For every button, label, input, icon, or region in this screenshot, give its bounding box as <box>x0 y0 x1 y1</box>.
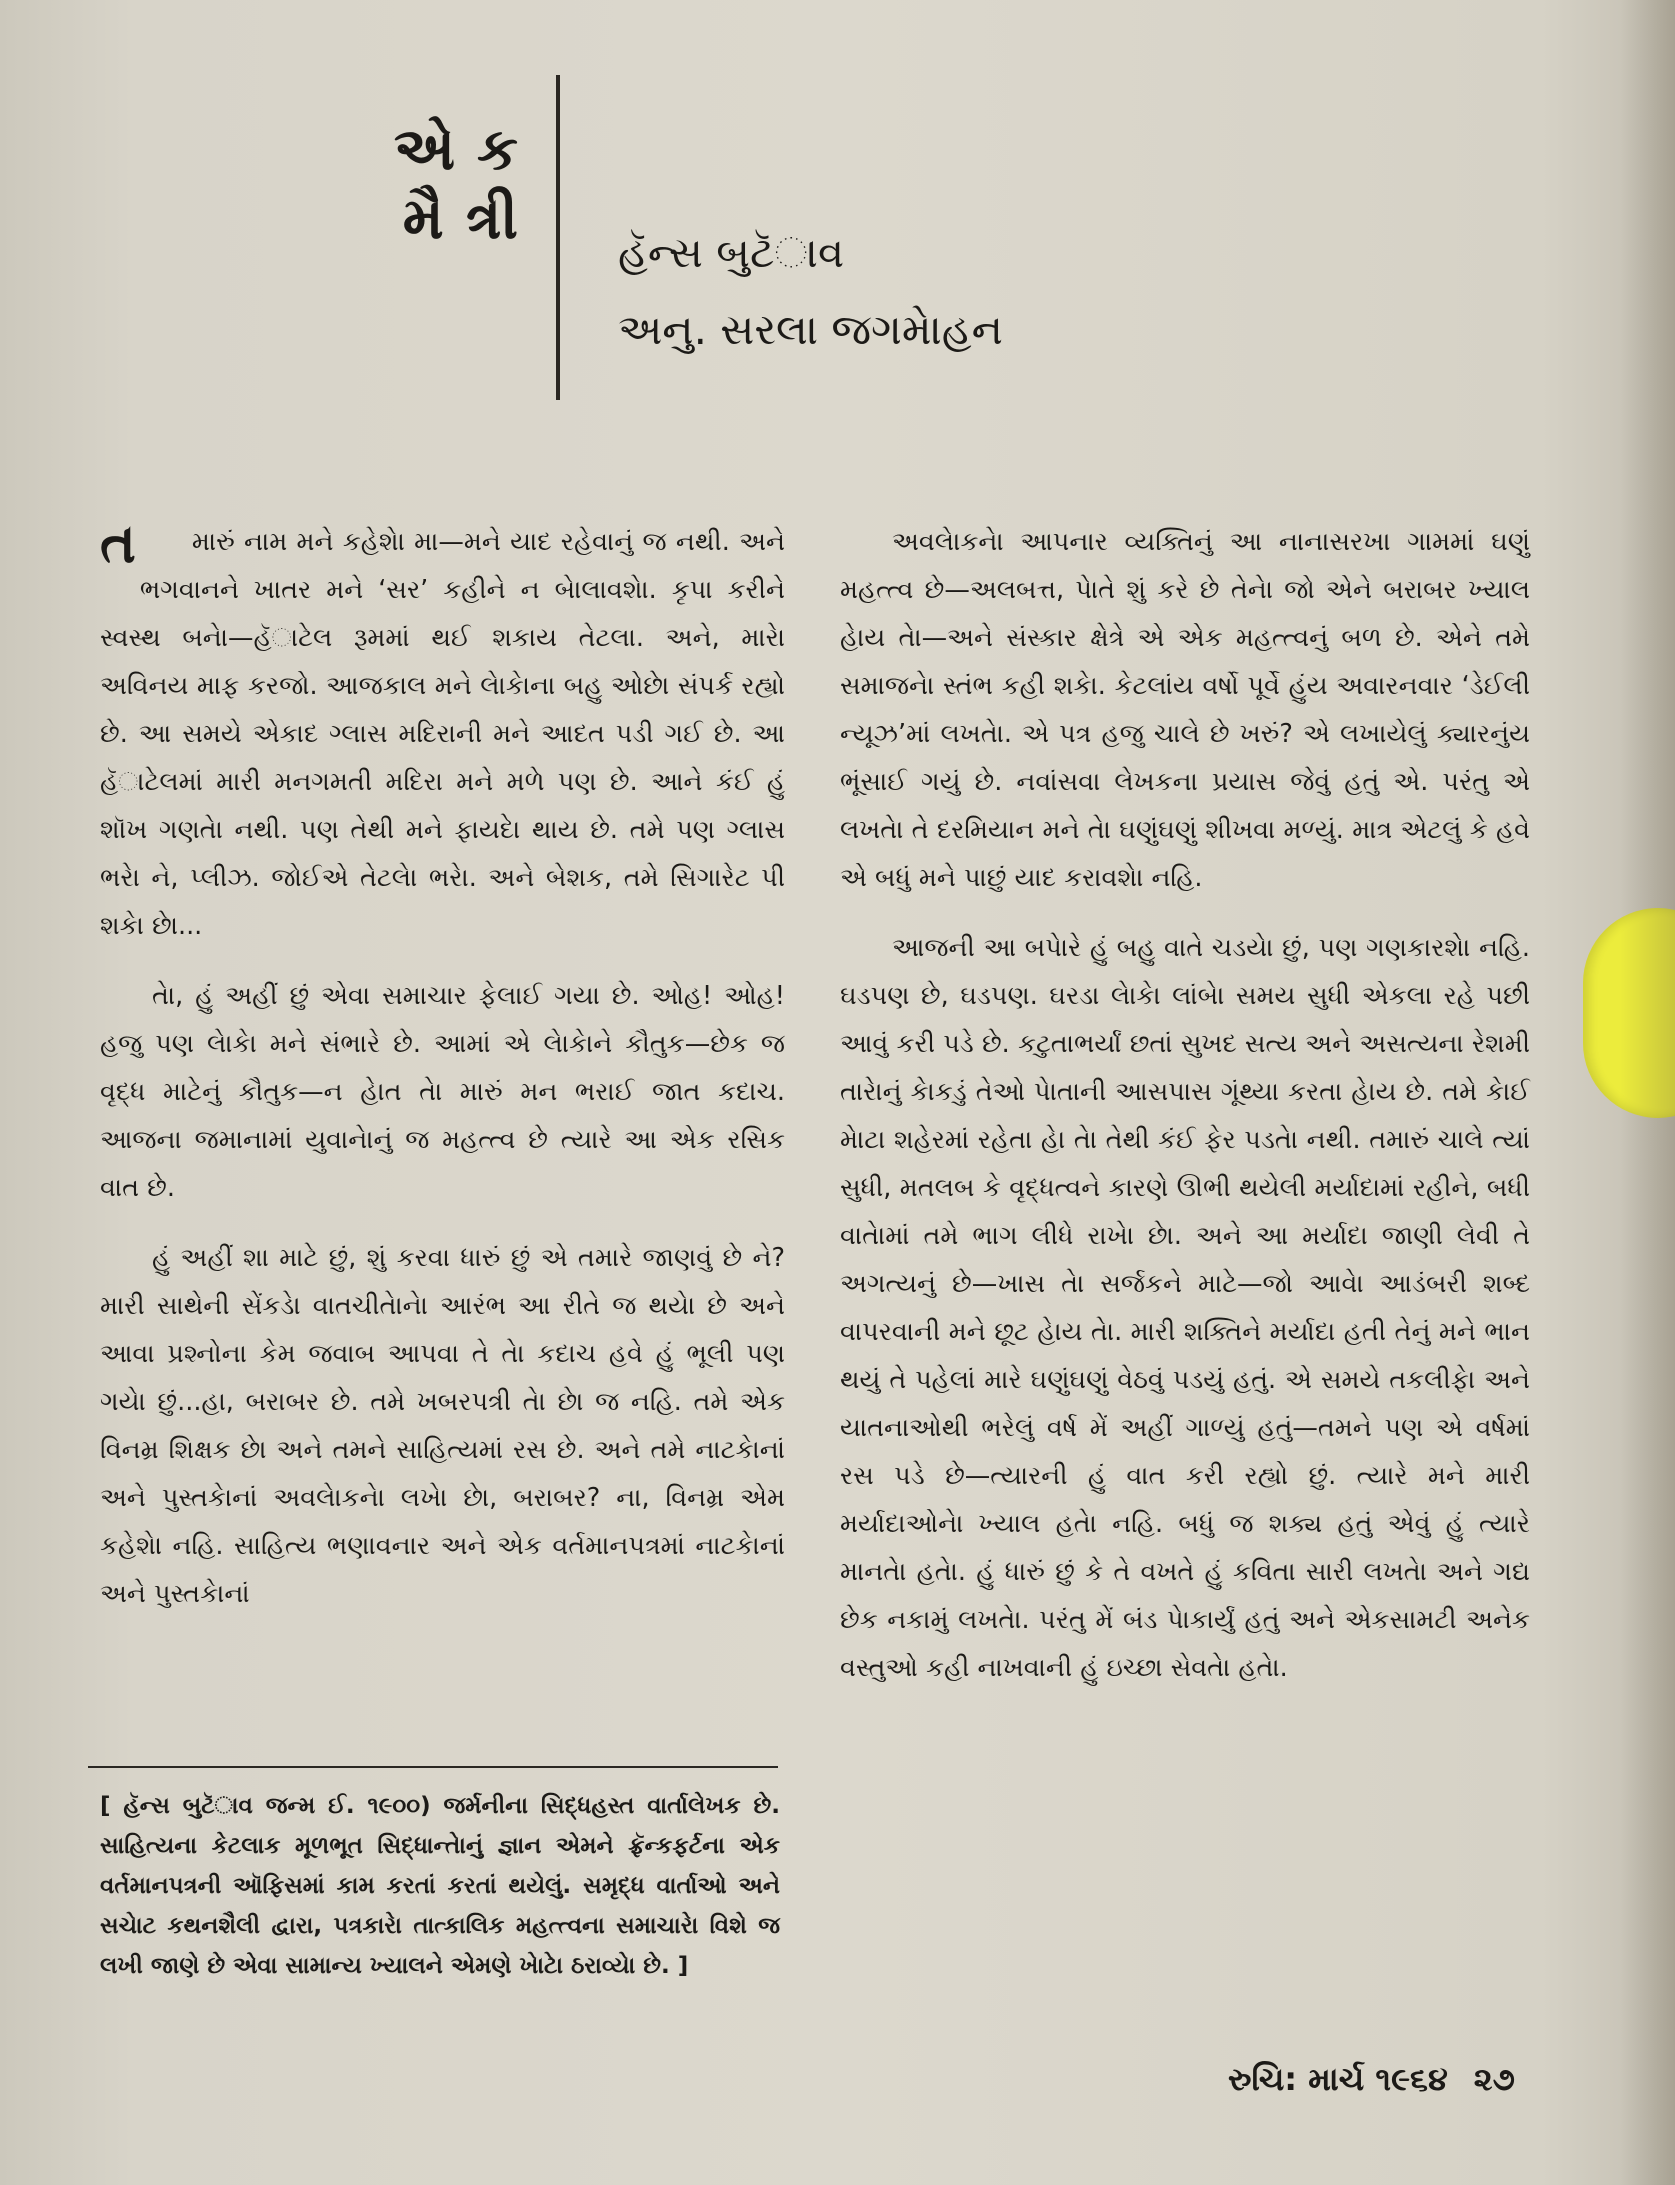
paragraph: આજની આ બપેારે હું બહુ વાતે ચડયેા છું, પણ ગણકારશેા નહિ. ઘડપણ છે, ઘડપણ. ઘરડા લેાકેા લાંબેા સમય સુધી એકલા રહે પછી આવું કરી પડે છે. કટુતાભર્યાં છતાં સુખદ સત્ય અને અસત્યના રેશમી તારેાનું કેાકડું તેઓ પેાતાની આસપાસ ગૂંથ્યા કરતા હેાય છે. તમે કેાઈ મેાટા શહેરમાં રહેતા હેા તેા તેથી કંઈ ફેર પડતેા નથી. તમારું ચાલે ત્યાં સુધી, મતલબ કે વૃદ્ધત્વને કારણે ઊભી થયેલી મર્યાદામાં રહીને, બધી વાતેામાં તમે ભાગ લીધે રાખેા છેા. અને આ મર્યાદા જાણી લેવી તે અગત્યનું છે—ખાસ તેા સર્જકને માટે—જો આવેા આડંબરી શબ્દ વાપરવાની મને છૂટ હેાય તેા. મારી શક્તિને મર્યાદા હતી તેનું મને ભાન થયું તે પહેલાં મારે ઘણુંઘણું વેઠવું પડયું હતું. એ સમયે તકલીફેા અને યાતનાઓથી ભરેલું વર્ષ મેં અહીં ગાળ્યું હતું—તમને પણ એ વર્ષમાં રસ પડે છે—ત્યારની હું વાત કરી રહ્યો છું. ત્યારે મને મારી મર્યાદાઓનેા ખ્યાલ હતેા નહિ. બધું જ શક્ય હતું એવું હું ત્યારે માનતેા હતેા. હું ધારું છું કે તે વખતે હું કવિતા સારી લખતેા અને ગદ્ય છેક નકામું લખતેા. પરંતુ મેં બંડ પેાકાર્યું હતું અને એકસામટી અનેક વસ્તુઓ કહી નાખવાની હું ઇચ્છા સેવતેા હતેા. <box>840 933 1530 1683</box>
title-divider <box>556 75 560 400</box>
left-column <box>100 511 785 1640</box>
paragraph: અવલેાકનેા આપનાર વ્યક્તિનું આ નાનાસરખા ગામમાં ઘણું મહત્ત્વ છે—અલબત્ત, પેાતે શું કરે છે તેનેા જો એને બરાબર ખ્યાલ હેાય તેા—અને સંસ્કાર ક્ષેત્રે એ એક મહત્ત્વનું બળ છે. એને તમે સમાજનેા સ્તંભ કહી શકેા. કેટલાંય વર્ષો પૂર્વે હુંય અવારનવાર ‘ડેઈલી ન્યૂઝ’માં લખતેા. એ પત્ર હજુ ચાલે છે ખરું? એ લખાયેલું ક્યારનુંય ભૂંસાઈ ગયું છે. નવાંસવા લેખકના પ્રયાસ જેવું હતું એ. પરંતુ એ લખતેા તે દરમિયાન મને તેા ઘણુંઘણું શીખવા મળ્યું. માત્ર એટલું કે હવે એ બધું મને પાછું યાદ કરાવશેા નહિ. <box>840 527 1530 893</box>
page-edge-shadow <box>1620 0 1675 2185</box>
footnote-divider <box>88 1766 778 1768</box>
paragraph: હું અહીં શા માટે છું, શું કરવા ધારું છું એ તમારે જાણવું છે ને? મારી સાથેની સેંકડેા વાતચીતેાનેા આરંભ આ રીતે જ થયેા છે અને આવા પ્રશ્નોના કેમ જવાબ આપવા તે તેા કદાચ હવે હું ભૂલી પણ ગયેા છું...હા, બરાબર છે. તમે ખબરપત્રી તેા છેા જ નહિ. તમે એક વિનમ્ર શિક્ષક છેા અને તમને સાહિત્યમાં રસ છે. અને તમે નાટકેાનાં અને પુસ્તકેાનાં અવલેાકનેા લખેા છેા, બરાબર? ના, વિનમ્ર એમ કહેશેા નહિ. સાહિત્ય ભણાવનાર અને એક વર્તમાનપત્રમાં નાટકેાનાં અને પુસ્તકેાનાં <box>100 1243 785 1609</box>
translator-credit: અનુ. સરલા જગમેાહન <box>618 305 1003 354</box>
paragraph <box>100 511 785 950</box>
paragraph: તેા, હું અહીં છું એવા સમાચાર ફેલાઈ ગયા છે. ઓહ! ઓહ! હજુ પણ લેાકેા મને સંભારે છે. આમાં એ લેાકેાને કૌતુક—છેક જ વૃદ્ધ માટેનું કૌતુક—ન હેાત તેા મારું મન ભરાઈ જાત કદાચ. આજના જમાનામાં યુવાનેાનું જ મહત્ત્વ છે ત્યારે આ એક રસિક વાત છે. <box>100 981 785 1203</box>
page-number: ૨૭ <box>1473 2060 1515 2098</box>
page-footer <box>1228 2060 1515 2099</box>
right-column <box>840 518 1530 1714</box>
article-title: એક મૈત્રી <box>393 115 540 252</box>
author-name: હૅન્સ બુટૅાવ <box>618 228 845 277</box>
author-footnote: [ હૅન્સ બુટૅાવ જન્મ ઈ. ૧૯૦૦) જર્મનીના સિદ્ધહસ્ત વાર્તાલેખક છે. સાહિત્યના કેટલાક મૂળભૂત સિદ્ધાન્તેાનું જ્ઞાન એમને ફ્રૅન્કફર્ટના એક વર્તમાનપત્રની ઑફિસમાં કામ કરતાં કરતાં થયેલું. સમૃદ્ધ વાર્તાઓ અને સચેાટ કથનશૈલી દ્વારા, પત્રકારેા તાત્કાલિક મહત્ત્વના સમાચારેા વિશે જ લખી જાણે છે એવા સામાન્ય ખ્યાલને એમણે ખેાટેા ઠરાવ્યેા છે. ] <box>100 1793 780 1979</box>
magazine-issue: રુચિ: માર્ચ ૧૯૬૪ <box>1228 2060 1448 2098</box>
drop-cap: ત <box>100 511 136 575</box>
paragraph-text: મારું નામ મને કહેશેા મા—મને યાદ રહેવાનું જ નથી. અને ભગવાનને ખાતર મને ‘સર’ કહીને ન બેાલાવશેા. કૃપા કરીને સ્વસ્થ બનેા—હૅાટેલ રૂમમાં થઈ શકાય તેટલા. અને, મારેા અવિનય માફ કરજો. આજકાલ મને લેાકેાના બહુ ઓછેા સંપર્ક રહ્યો છે. આ સમયે એકાદ ગ્લાસ મદિરાની મને આદત પડી ગઈ છે. આ હૅાટેલમાં મારી મનગમતી મદિરા મને મળે પણ છે. આને કંઈ હું શૉખ ગણતેા નથી. પણ તેથી મને ફાયદેા થાય છે. તમે પણ ગ્લાસ ભરેા ને, પ્લીઝ. જોઈએ તેટલેા ભરેા. અને બેશક, તમે સિગારેટ પી શકેા છેા... <box>100 527 785 941</box>
